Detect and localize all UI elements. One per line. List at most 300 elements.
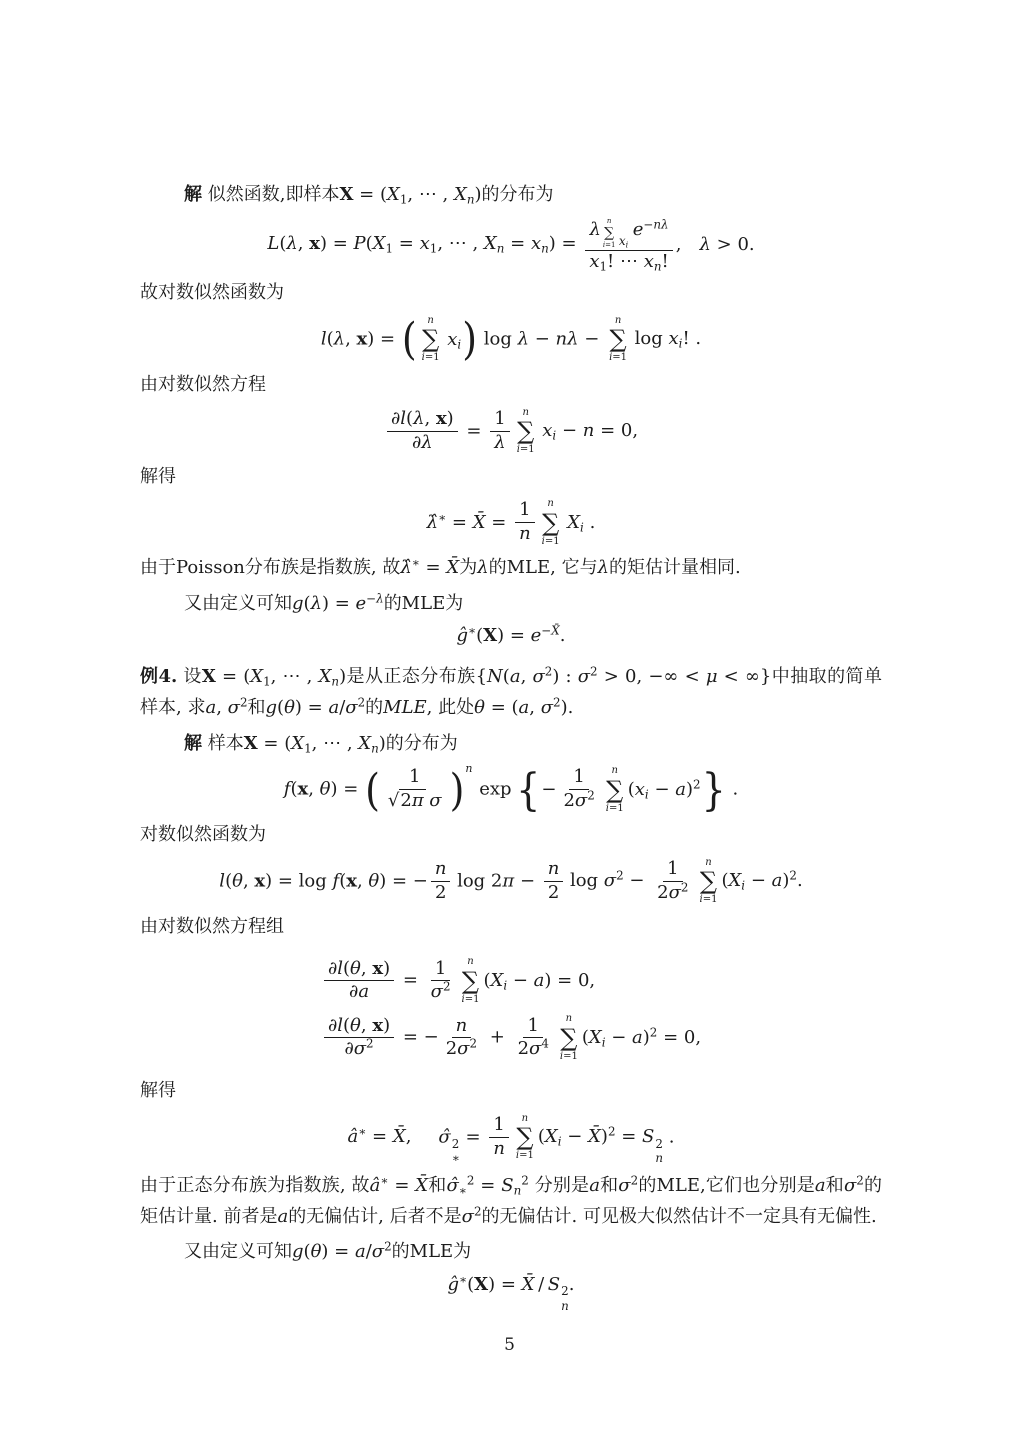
variable: θ xyxy=(368,870,380,892)
subscript: 1 xyxy=(263,674,271,689)
stacked-sub xyxy=(561,1299,569,1313)
math-run: , λ > 0. xyxy=(675,233,755,255)
variable: i xyxy=(741,878,746,893)
subscript xyxy=(541,242,549,256)
variable: σ xyxy=(529,1038,542,1060)
variable: l xyxy=(320,328,327,350)
variable: n xyxy=(561,1298,569,1313)
math-run: ($X_i$ − X̄)$^2$ = S xyxy=(537,1124,655,1149)
variable: i xyxy=(559,1050,564,1062)
variable: μ xyxy=(705,666,718,688)
math-run: − xyxy=(541,779,557,801)
stacked-scripts xyxy=(655,1137,663,1166)
variable: σ xyxy=(353,1038,367,1060)
variable: i xyxy=(503,978,508,993)
paragraph-solve-1: 解得 xyxy=(140,465,176,487)
group-content xyxy=(380,767,450,811)
paragraph-solve-2: 解得 xyxy=(140,1080,176,1102)
paragraph-loglikelihood-intro: 故对数似然函数为 xyxy=(140,282,284,304)
subscript xyxy=(741,879,745,893)
stacked-scripts xyxy=(561,1284,569,1313)
denominator xyxy=(408,432,437,454)
subscript xyxy=(645,788,649,802)
subscript xyxy=(457,338,461,352)
summation xyxy=(603,217,616,249)
superscript: 2 xyxy=(607,1124,616,1139)
math-run: = xyxy=(397,969,424,991)
variable: X̄ xyxy=(588,1126,601,1148)
fraction xyxy=(387,409,458,453)
superscript: −λ xyxy=(366,591,384,606)
group-content xyxy=(540,765,701,814)
math-run: l(θ, x) = log f(x, θ) = − xyxy=(219,870,428,892)
variable: n xyxy=(466,192,475,207)
fraction xyxy=(653,859,692,903)
bold-text: X xyxy=(474,1274,489,1296)
paragraph-example4-statement: 例4. 设$X = (X_1$, ⋯ , $X_n$)是从正态分布族{N(a, $\sigma^2$) : $\sigma^2 > 0$, −∞ < μ < ∞}中抽取的简单样本, 求a, $\sigma^2$和$g(\theta) = a/\sigma^2$的MLE, 此处θ = (a, $\sigma^2$). xyxy=(140,664,882,718)
numerator xyxy=(569,767,588,790)
math-run: λ̂∗ = X̄ = xyxy=(426,510,513,533)
math-run xyxy=(589,219,600,240)
fraction xyxy=(324,959,394,1003)
variable: λ xyxy=(494,431,506,453)
math-run: + xyxy=(484,1026,511,1048)
variable: ĝ xyxy=(456,625,469,647)
variable: a xyxy=(675,779,686,801)
numerator xyxy=(663,859,682,882)
variable: λ xyxy=(333,328,346,350)
variable: a xyxy=(328,696,340,718)
math-run: $x_i - n = 0$, xyxy=(542,420,639,443)
sum-lower-limit: i=1 xyxy=(699,894,718,906)
variable: ĝ xyxy=(447,1274,460,1296)
denominator xyxy=(559,790,598,812)
math-run: $(X_i - a)^2$. xyxy=(721,868,803,893)
math-run: 1 xyxy=(409,766,421,788)
numerator xyxy=(544,859,564,882)
bold-text: 例4. xyxy=(140,666,178,688)
paragraph-normal-solution-intro: 解 样本$X = (X_1$, ⋯ , $X_n$)的分布为 xyxy=(184,732,458,756)
sum-upper-limit xyxy=(612,765,618,777)
variable: λ xyxy=(477,557,489,579)
stacked-sub: ∗ xyxy=(451,1151,460,1165)
variable: n xyxy=(467,956,474,968)
variable: λ̂ xyxy=(426,511,439,533)
variable: N xyxy=(487,666,503,688)
math-run: log λ − nλ − xyxy=(478,328,606,350)
summation xyxy=(699,857,717,906)
subscript xyxy=(503,978,507,992)
equation-poisson-loglikelihood xyxy=(140,315,882,364)
variable: θ xyxy=(310,1241,322,1263)
delimited-group: ( n ∑ i=1 $x_i$ ) xyxy=(401,314,478,365)
variable: g xyxy=(292,592,304,614)
variable: λ xyxy=(589,218,601,240)
equation-score-sigma xyxy=(321,1013,701,1062)
superscript: 2 xyxy=(553,695,561,710)
variable: X̄ xyxy=(392,1126,406,1148)
superscript: ∗ xyxy=(459,1272,468,1287)
summation xyxy=(462,956,480,1005)
subscript: 1 xyxy=(429,242,438,257)
variable: x xyxy=(542,420,553,442)
summation xyxy=(542,498,560,547)
variable: X xyxy=(250,666,264,688)
variable: l xyxy=(337,957,344,979)
bold-text: x xyxy=(309,233,320,255)
variable: l xyxy=(337,1014,344,1036)
exponent-group xyxy=(602,217,628,249)
sum-sigma: ∑ xyxy=(560,1023,578,1052)
superscript: ∗ xyxy=(468,623,477,638)
variable: i xyxy=(699,894,703,906)
variable: X xyxy=(291,732,305,754)
numerator xyxy=(523,1016,542,1039)
sum-sigma: ∑ xyxy=(461,966,480,995)
variable: a xyxy=(509,666,521,688)
variable: n xyxy=(519,523,531,545)
superscript: 2 xyxy=(521,1173,529,1188)
math-run: $x_1$! ⋯ $x_n$! xyxy=(589,250,669,274)
variable: i xyxy=(609,352,613,364)
sum-lower-limit: i=1 xyxy=(605,802,624,814)
variable: σ̂ xyxy=(446,1175,459,1197)
summation xyxy=(606,765,624,814)
variable: g xyxy=(292,1241,304,1263)
fraction xyxy=(324,1016,394,1060)
page-content xyxy=(140,175,882,1319)
bold-text: x xyxy=(254,870,266,892)
variable: n xyxy=(611,765,618,777)
variable: i xyxy=(580,520,584,535)
subscript xyxy=(654,259,662,273)
bold-text: x xyxy=(346,870,357,892)
denominator xyxy=(515,523,535,545)
summation xyxy=(517,407,535,456)
variable: â xyxy=(347,1126,359,1148)
summation xyxy=(516,1113,534,1162)
variable: â xyxy=(369,1175,381,1197)
variable: S xyxy=(642,1126,655,1148)
fraction xyxy=(585,217,672,273)
summation xyxy=(422,315,440,364)
numerator xyxy=(405,767,424,790)
variable: nλ xyxy=(555,328,579,350)
superscript: ∗ xyxy=(438,510,447,525)
equation-score-a xyxy=(321,956,701,1005)
variable: n xyxy=(465,762,473,776)
sum-upper-limit xyxy=(547,498,553,510)
variable: σ xyxy=(618,1175,631,1197)
subscript xyxy=(331,675,339,689)
variable: σ xyxy=(461,1205,474,1227)
math-run: $\partial\sigma^2$ xyxy=(344,1036,374,1060)
stacked-sup: 2 xyxy=(451,1136,460,1151)
math-run xyxy=(629,219,668,240)
subscript: 1 xyxy=(599,259,608,274)
superscript: 2 xyxy=(590,664,598,679)
variable: n xyxy=(614,314,622,326)
variable: σ xyxy=(668,881,681,903)
variable: i xyxy=(644,787,649,802)
superscript: 2 xyxy=(587,788,595,803)
variable: X̄ xyxy=(521,1274,535,1296)
variable: X xyxy=(453,184,467,205)
math-run: $\log \sigma^2$ − xyxy=(566,868,651,892)
fraction xyxy=(515,500,535,544)
variable: σ xyxy=(540,696,554,718)
variable: l xyxy=(219,870,226,892)
numerator xyxy=(431,959,450,982)
equation-poisson-likelihood xyxy=(140,217,882,273)
fraction xyxy=(431,859,451,903)
sum-lower-limit: i=1 xyxy=(541,535,560,547)
equation-normal-loglikelihood xyxy=(140,857,882,906)
numerator xyxy=(387,409,458,432)
variable: X xyxy=(490,969,504,991)
superscript: 2 xyxy=(789,868,797,883)
denominator xyxy=(384,790,446,812)
variable: σ xyxy=(603,870,617,892)
subscript: ∗ xyxy=(458,1183,467,1198)
numerator xyxy=(324,959,394,982)
math-run: log 2π − xyxy=(453,870,541,892)
subscript xyxy=(679,337,683,351)
bold-text: 解 xyxy=(184,184,202,205)
bold-text: x xyxy=(372,1014,384,1036)
variable: X xyxy=(544,1126,558,1148)
delimited-group: { − $\frac{1}{2\sigma^2}$ n ∑ i=1 $(x_i - a)^2$ } xyxy=(516,764,726,815)
paragraph-equation-system-intro: 由对数似然方程组 xyxy=(140,915,284,937)
numerator xyxy=(585,217,672,251)
variable: L xyxy=(267,233,280,255)
subscript xyxy=(602,1035,606,1049)
variable: e xyxy=(530,625,542,647)
variable: nλ xyxy=(653,217,669,232)
variable: x xyxy=(618,233,626,248)
variable: i xyxy=(678,337,683,352)
subscript xyxy=(626,240,629,249)
subscript: 1 xyxy=(399,192,408,207)
variable: X̄ xyxy=(415,1175,429,1197)
math-run: $(x_i - a)^2$ xyxy=(627,777,701,802)
stacked-sup: 2 xyxy=(655,1136,663,1151)
variable: X̄ xyxy=(472,511,486,533)
fraction xyxy=(442,1016,481,1060)
variable: i xyxy=(552,428,557,443)
variable: n xyxy=(547,858,560,880)
math-run: $2\sigma^2$ xyxy=(445,1036,478,1060)
variable: X xyxy=(728,870,742,892)
math-run: ∂λ xyxy=(411,431,433,453)
variable: λ xyxy=(376,591,384,606)
variable: x xyxy=(530,233,542,255)
superscript: 2 xyxy=(239,695,248,710)
fraction xyxy=(544,859,564,903)
variable: X xyxy=(588,1026,602,1048)
variable: λ xyxy=(286,233,298,255)
variable: σ xyxy=(227,696,240,718)
variable: X xyxy=(372,233,386,255)
superscript: ∗ xyxy=(380,1173,389,1188)
math-run: $2\sigma^4$ xyxy=(517,1036,549,1060)
stacked-scripts xyxy=(452,1137,460,1166)
variable: i xyxy=(421,352,425,364)
sum-sigma: ∑ xyxy=(516,1123,534,1152)
superscript: 2 xyxy=(856,1173,864,1188)
bold-text: X xyxy=(201,666,216,688)
variable: a xyxy=(814,1175,826,1197)
superscript: 2 xyxy=(693,777,701,792)
math-run: = xyxy=(460,420,488,442)
paragraph-score-equation-intro: 由对数似然方程 xyxy=(140,373,266,395)
variable: e xyxy=(355,592,367,614)
variable: MLE xyxy=(383,696,427,718)
denominator xyxy=(489,1138,509,1160)
math-run: $(X_i - a)^2 = 0$, xyxy=(581,1025,702,1050)
variable: π xyxy=(411,790,424,812)
variable: λ̂ xyxy=(400,557,412,579)
variable: i xyxy=(557,1134,562,1149)
sum-lower-limit: i=1 xyxy=(515,1150,534,1162)
variable: σ xyxy=(532,666,545,688)
variable: n xyxy=(565,1013,573,1025)
sum-sigma: ∑ xyxy=(609,325,627,354)
superscript: −nλ xyxy=(643,217,669,232)
fraction xyxy=(514,1016,553,1060)
math-run: f(x, θ) = xyxy=(283,778,365,800)
variable: π xyxy=(502,870,515,892)
variable: a xyxy=(771,870,783,892)
variable: n xyxy=(547,498,554,510)
variable: λ xyxy=(517,328,529,350)
variable: n xyxy=(493,1137,505,1159)
variable: e xyxy=(632,218,644,240)
page-number: 5 xyxy=(504,1335,515,1355)
variable: X xyxy=(318,666,332,688)
math-run xyxy=(456,1015,468,1036)
math-run: $X_i$ . xyxy=(567,511,596,535)
superscript: 2 xyxy=(616,868,624,883)
denominator xyxy=(653,882,692,904)
math-run xyxy=(438,1126,450,1147)
math-run xyxy=(435,858,447,879)
superscript: 2 xyxy=(366,1036,374,1051)
bold-text: X xyxy=(483,625,498,647)
variable: f xyxy=(283,778,291,800)
delimited-group: ( $\frac{1}{\text{√2π σ}}$ ) n xyxy=(365,762,473,815)
variable: x xyxy=(643,250,654,272)
math-run: ĝ∗(X) = $e^{-X̄}$. xyxy=(456,623,566,647)
variable: n xyxy=(655,1151,664,1165)
variable: n xyxy=(371,741,379,756)
math-run xyxy=(519,523,531,544)
variable: n xyxy=(653,259,662,274)
superscript: 2 xyxy=(384,1239,392,1254)
sum-lower-limit: i=1 xyxy=(421,352,440,364)
variable: n xyxy=(513,1183,522,1198)
variable: P xyxy=(353,233,366,255)
paragraph-normal-remark: 由于正态分布族为指数族, 故â∗ = X̄和$\sigmâ_∗^2 = S_n^2$ 分别是a和$\sigma^2$的MLE,它们也分别是a和$\sigma^2$的矩估计量. 前者是a的无偏估计, 后者不是$\sigma^2$的无偏估计. 可见极大似然估计不一定具有无偏性. xyxy=(140,1173,883,1227)
variable: g xyxy=(265,696,278,718)
math-run xyxy=(493,1138,505,1159)
subscript xyxy=(467,193,475,207)
subscript xyxy=(580,520,584,534)
variable: X xyxy=(483,233,497,255)
bold-text: X xyxy=(243,732,258,754)
denominator xyxy=(585,251,672,273)
numerator xyxy=(515,500,534,523)
variable: a xyxy=(533,969,545,991)
variable: θ xyxy=(284,696,295,718)
variable: n xyxy=(582,420,595,442)
sqrt: √2π xyxy=(387,790,424,812)
bold-text: x xyxy=(356,328,368,350)
radicand: 2π xyxy=(400,790,424,812)
variable: X xyxy=(358,732,372,754)
variable: σ xyxy=(843,1175,857,1197)
variable: a xyxy=(518,696,530,718)
variable: σ xyxy=(574,790,588,812)
denominator xyxy=(544,882,563,904)
superscript: 2 xyxy=(630,1173,639,1188)
variable: i xyxy=(602,240,606,249)
variable: σ̂ xyxy=(438,1126,451,1148)
variable: σ xyxy=(345,696,358,718)
math-run: L(λ, $x) = P(X_1 = x_1$, ⋯ , $X_n = x_n$) = xyxy=(267,233,583,257)
variable: θ xyxy=(319,778,331,800)
bold-text: x xyxy=(372,957,384,979)
bold-text: 解 xyxy=(184,732,202,754)
bold-text: X xyxy=(339,184,354,205)
denominator xyxy=(345,981,373,1003)
variable: n xyxy=(434,858,447,880)
variable: a xyxy=(358,981,370,1003)
subscript xyxy=(497,242,505,256)
superscript: −X̄ xyxy=(541,623,560,638)
variable: i xyxy=(457,337,462,352)
fraction xyxy=(427,959,455,1003)
math-run: . xyxy=(663,1126,675,1148)
math-run: ∂a xyxy=(349,981,370,1003)
variable: n xyxy=(331,674,340,689)
math-run: . xyxy=(726,778,739,800)
variable: f xyxy=(332,870,340,892)
numerator xyxy=(431,859,451,882)
math-run xyxy=(494,432,505,453)
math-run: 2 xyxy=(547,881,560,903)
superscript: 2 xyxy=(649,1025,658,1040)
variable: σ xyxy=(430,981,443,1003)
math-run: 1 xyxy=(494,407,506,429)
numerator xyxy=(452,1016,472,1039)
math-run: 1 xyxy=(667,858,679,880)
math-run: ∂l(θ, x) xyxy=(327,1014,391,1036)
math-run: 1 xyxy=(434,957,447,979)
subscript xyxy=(552,429,556,443)
fraction xyxy=(490,409,509,453)
group-exponent xyxy=(465,762,472,775)
math-run xyxy=(444,329,462,350)
equation-system-lines xyxy=(321,948,701,1070)
equation-g-poisson-mle xyxy=(140,625,882,646)
math-run: 1 xyxy=(527,1014,539,1036)
variable: σ xyxy=(577,666,591,688)
math-run: l(λ, x) = xyxy=(320,328,401,350)
superscript: 2 xyxy=(442,979,451,994)
subscript xyxy=(558,1135,562,1149)
sum-sigma: ∑ xyxy=(604,224,615,241)
